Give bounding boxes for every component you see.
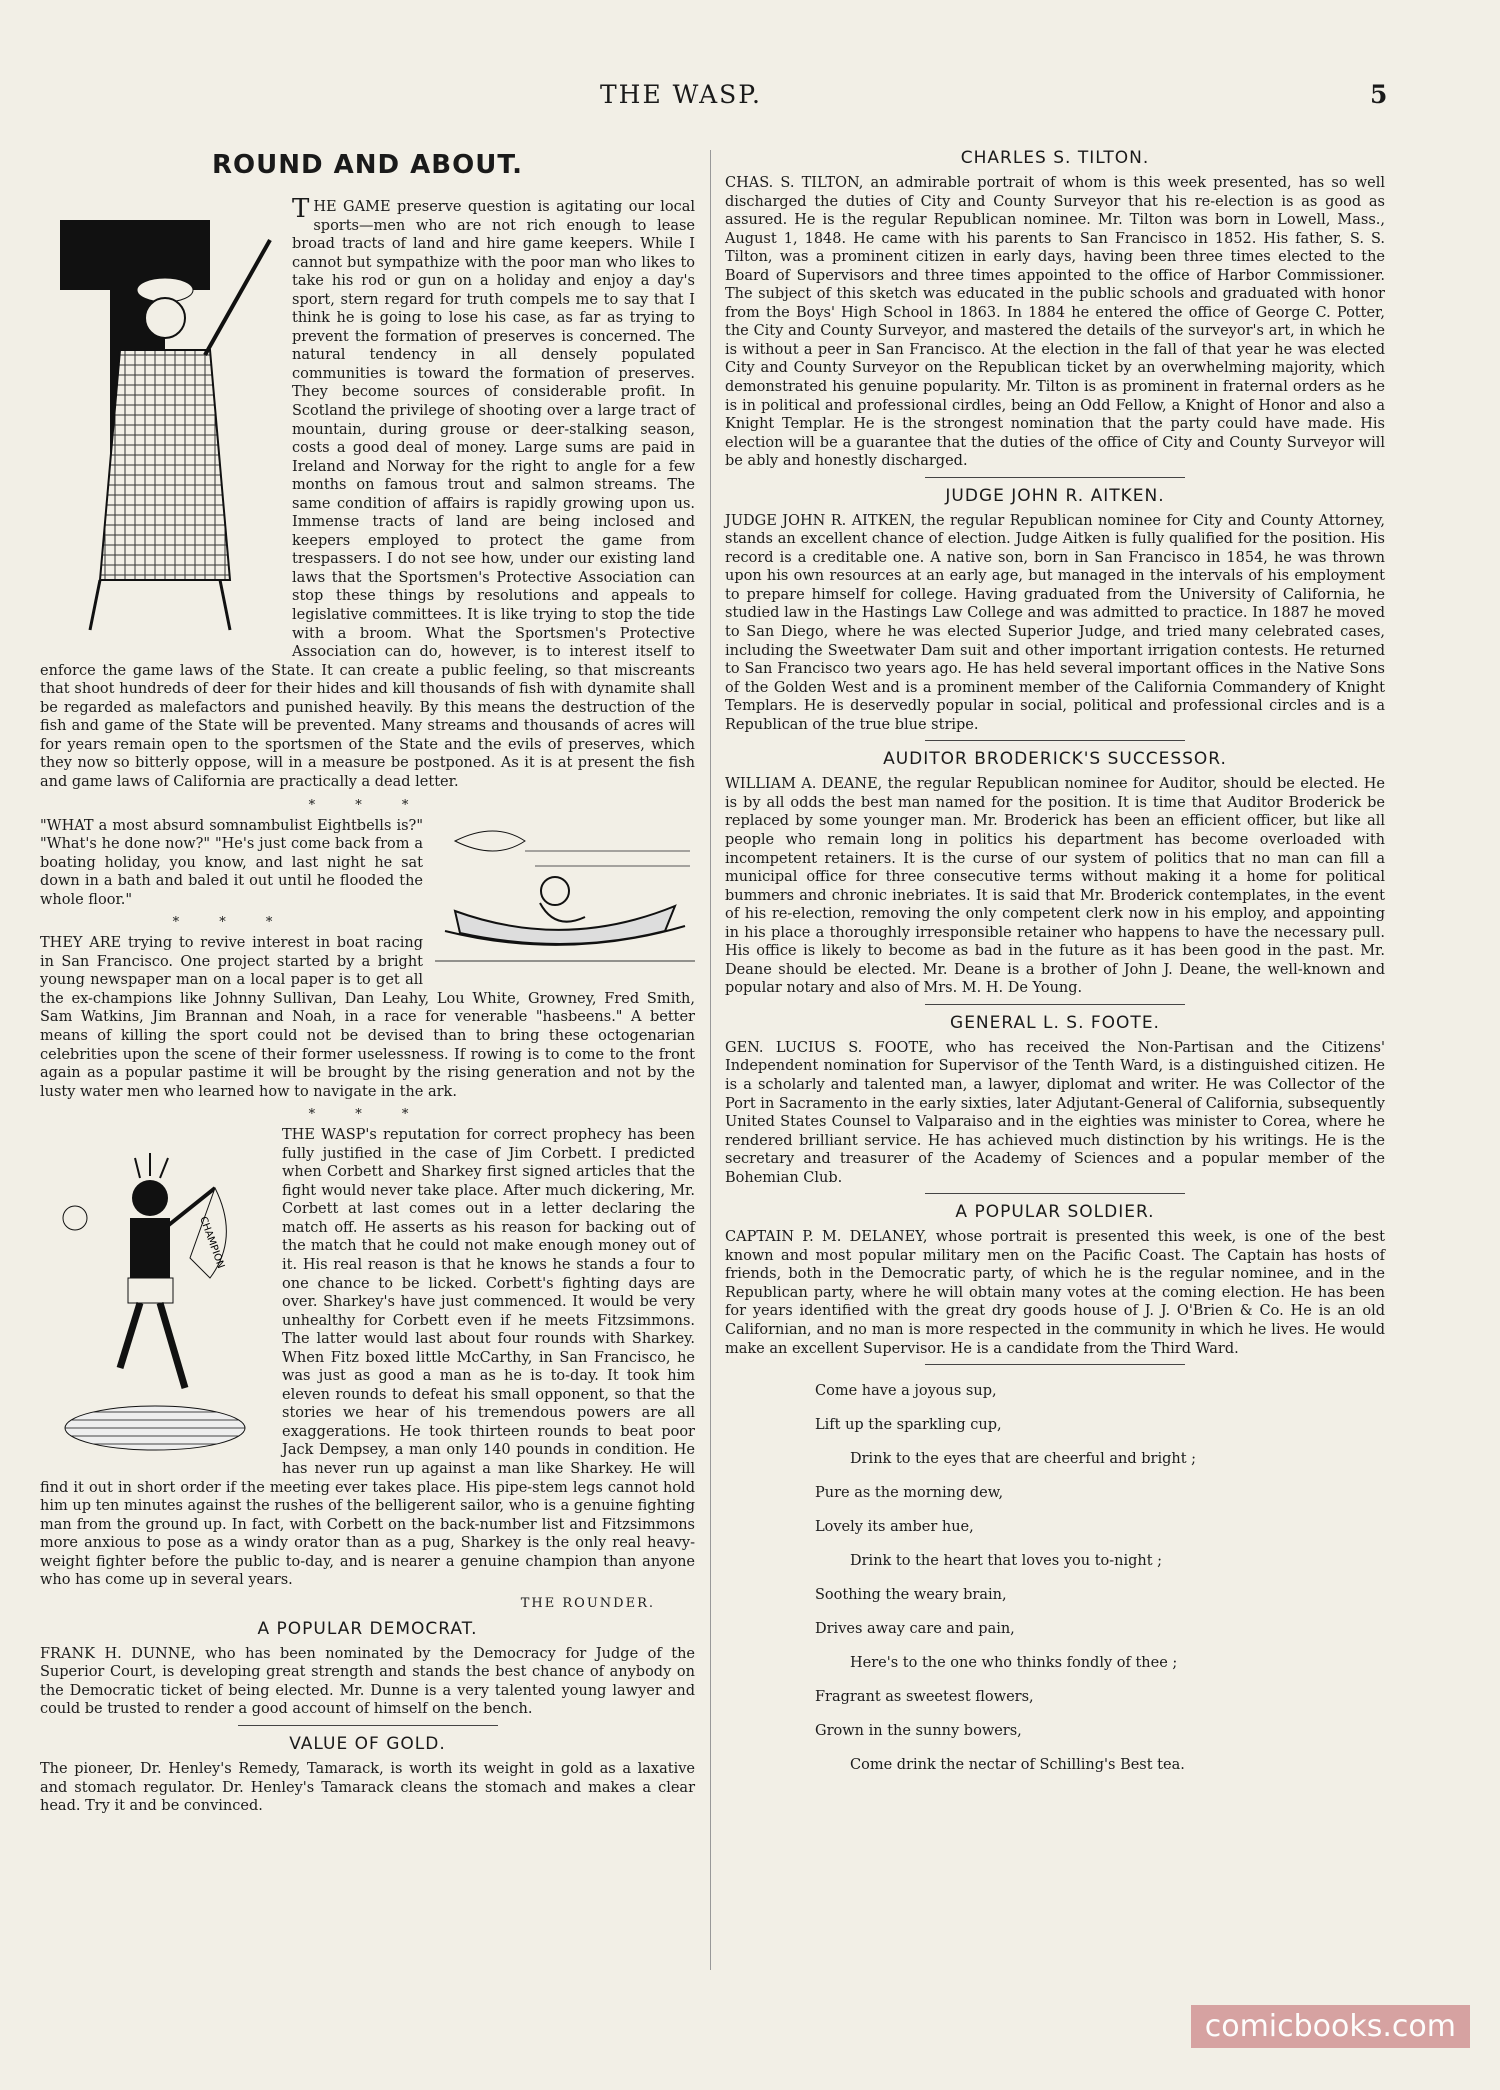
round-and-about-heading: ROUND AND ABOUT. [212,150,523,180]
popular-soldier-heading: A POPULAR SOLDIER. [955,1202,1155,1223]
game-preserve-text: HE GAME preserve question is agitating our local sports—men who are not rich enough to lease broad tracts of land and hire game keepers. While I cannot but sympathize with the poor man who likes to take his rod or gun on a holiday and enjoy a day's sport, stern regard for truth compels me to say that I think he is going to lose his case, as far as trying to prevent the formation of preserves is concerned. The natural tendency in all densely populated communities is toward the formation of preserves. They become sources of considerable profit. In Scotland the privilege of shooting over a large tract of mountain, during grouse or deer-stalking season, costs a good deal of money. Large sums are paid in Ireland and Norway for the right to angle for a few months on famous trout and salmon streams. The same condition of affairs is rapidly growing upon us. Immense tracts of land are being inclosed and keepers employed to protect the game from trespassers. I do not see how, under our existing land laws that the Sportsmen's Protective Association can stop these things by resolutions and appeals to legislative committees. It is like trying to stop the tide with a broom. What the Sportsmen's Protective Association can do, however, is to interest itself to enforce the game laws of the State. It can create a public feeling, so that miscreants that shoot hundreds of deer for their hides and kill thousands of fish with dynamite shall be regarded as malefactors and punished heavily. By this means the destruction of the fish and game of the State will be prevented. Many streams and thousands of acres will for years remain open to the sportsmen of the State and the evils of preserves, which they now so bitterly oppose, will in a measure be postponed. As it is at present the fish and game laws of California are practically a dead letter. [40,199,695,790]
column-divider [710,150,711,1970]
popular-democrat-heading: A POPULAR DEMOCRAT. [257,1618,478,1639]
divider [925,477,1185,478]
poem-line: Pure as the morning dew, [815,1485,1004,1502]
eightbells-joke: "WHAT a most absurd somnambulist Eightbells is?" "What's he done now?" "He's just come back from a boating holiday, you know, and last night he sat down in a bath and baled it out until he flooded the whole floor." [40,817,423,908]
poem-line: Drink to the eyes that are cheerful and bright ; [850,1451,1197,1468]
tilton-heading: CHARLES S. TILTON. [960,148,1150,168]
site-watermark: comicbooks.com [1191,2005,1470,2048]
poem-line: Fragrant as sweetest flowers, [815,1689,1034,1706]
section-stars-2: * * * [172,915,291,931]
champion-flag-label: CHAMPION [197,1215,227,1271]
foote-paragraph: GEN. LUCIUS S. FOOTE, who has received the Non-Partisan and the Citizens' Independent nomination for Supervisor of the Tenth Ward, is a distinguished citizen. He is a scholarly and talented man, a lawyer, diplomat and writer. He was Collector of the Port in Sacramento in the early sixties, later Adjutant-General of California, subsequently United States Counsel to Valparaiso and in the eighties was minister to Corea, where he rendered brilliant service. He has achieved much distinction by his writings. He is the secretary and treasurer of the Academy of Sciences and a popular member of the Bohemian Club. [725,1039,1385,1186]
poem-line: Grown in the sunny bowers, [815,1723,1022,1740]
hunter-illustration [40,200,280,644]
divider [925,740,1185,741]
divider [925,1193,1185,1194]
page-number: 5 [1370,80,1388,109]
value-of-gold-heading: VALUE OF GOLD. [289,1734,446,1755]
auditor-paragraph: WILLIAM A. DEANE, the regular Republican nominee for Auditor, should be elected. He is by all odds the best man named for the position. It is time that Auditor Broderick be replaced by some younger man. Mr. Broderick has been an efficient officer, but like all people who remain long in politics his department has become overloaded with incompetent retainers. It is the curse of our system of politics that no man can fill a municipal office for three consecutive terms without making it a home for political bummers and chronic inebriates. It is said that Mr. Broderick contemplates, in the event of his re-election, removing the only competent clerk now in his employ, and appointing in his place a thoroughly irresponsible retainer who happens to have the necessary pull. His office is likely to become as bad in the future as it has been good in the past. Mr. Deane should be elected. Mr. Deane is a brother of John J. Deane, the well-known and popular notary and also of Mrs. M. H. De Young. [725,776,1385,997]
divider [238,1725,498,1726]
aitken-heading: JUDGE JOHN R. AITKEN. [945,485,1165,506]
champion-illustration [40,1128,270,1462]
poem [725,1383,1385,1773]
value-of-gold-paragraph: The pioneer, Dr. Henley's Remedy, Tamarack, is worth its weight in gold as a laxative and stomach regulator. Dr. Henley's Tamarack cleans the stomach and makes a clear head. Try it and be convinced. [40,1761,695,1815]
poem-line: Come drink the nectar of Schilling's Best tea. [850,1757,1185,1774]
tilton-paragraph: CHAS. S. TILTON, an admirable portrait of whom is this week presented, has so well discharged the duties of City and County Surveyor that his re-election is as good as assured. He is the regular Republican nominee. Mr. Tilton was born in Lowell, Mass., August 1, 1848. He came with his parents to San Francisco in 1852. His father, S. S. Tilton, was a prominent citizen in early days, having been three times elected to the Board of Supervisors and three times appointed to the office of Harbor Commissioner. The subject of this sketch was educated in the public schools and graduated with honor from the Boys' High School in 1863. In 1884 he entered the office of George C. Potter, the City and County Surveyor, and mastered the details of the surveyor's art, in which he is without a peer in San Francisco. At the election in the fall of that year he was elected City and County Surveyor on the Republican ticket by an overwhelming majority, which demonstrated his genuine popularity. Mr. Tilton is as prominent in fraternal orders as he is in political and professional cirdles, being an Odd Fellow, a Knight of Honor and also a Knight Templar. He is the strongest nomination that the party could have made. His election will be a guarantee that the duties of the office of City and County Surveyor will be ably and honestly discharged. [725,175,1385,470]
popular-democrat-paragraph: FRANK H. DUNNE, who has been nominated by the Democracy for Judge of the Superior Court, is developing great strength and stands the best chance of anybody on the Democratic ticket of being elected. Mr. Dunne is a very talented young lawyer and could be trusted to render a good account of himself on the bench. [40,1645,695,1718]
divider [925,1364,1185,1365]
divider [925,1004,1185,1005]
poem-line: Come have a joyous sup, [815,1383,997,1400]
popular-soldier-paragraph: CAPTAIN P. M. DELANEY, whose portrait is presented this week, is one of the best known and most popular military men on the Pacific Coast. The Captain has hosts of friends, both in the Democratic party, of which he is the regular nominee, and in the Republican party, where he will obtain many votes at the coming election. He has been for years identified with the great dry goods house of J. J. O'Brien & Co. He is an old Californian, and no man is more respected in the community in which he lives. He would make an excellent Supervisor. He is a candidate from the Third Ward. [725,1229,1385,1357]
poem-line: Drives away care and pain, [815,1621,1015,1638]
poem-line: Lift up the sparkling cup, [815,1417,1002,1434]
auditor-heading: AUDITOR BRODERICK'S SUCCESSOR. [883,749,1227,770]
poem-line: Soothing the weary brain, [815,1587,1007,1604]
signature-rounder: THE ROUNDER. [520,1595,655,1611]
publication-title: THE WASP. [600,80,763,109]
section-stars-1: * * * [308,797,427,813]
boat-racing-paragraph: THEY ARE trying to revive interest in boat racing in San Francisco. One project started by a bright young newspaper man on a local paper is to get all the ex-champions like Johnny Sullivan, Dan Leahy, Lou White, Growney, Fred Smith, Sam Watkins, Jim Brannan and Noah, in a race for venerable "hasbeens." A better means of killing the sport could not be devised than to bring these octogenarian celebrities upon the scene of their former uselessness. If rowing is to come to the front again as a popular pastime it will be brought by the rising generation and not by the lusty water men who learned how to navigate in the ark. [40,935,695,1100]
poem-line: Here's to the one who thinks fondly of thee ; [850,1655,1178,1672]
foote-heading: GENERAL L. S. FOOTE. [950,1012,1160,1033]
left-column [40,140,695,1822]
right-column [725,140,1385,1791]
dropcap-t: T [292,194,310,224]
section-stars-3: * * * [308,1107,427,1123]
aitken-paragraph: JUDGE JOHN R. AITKEN, the regular Republican nominee for City and County Attorney, stands an excellent chance of election. Judge Aitken is fully qualified for the position. His record is a creditable one. A native son, born in San Francisco in 1854, he was thrown upon his own resources at an early age, but managed in the intervals of his employment to prepare himself for college. Having graduated from the University of California, he studied law in the Hastings Law College and was admitted to practice. In 1887 he moved to San Diego, where he was elected Superior Judge, and tried many celebrated cases, including the Sweetwater Dam suit and other important irrigation contests. He returned to San Francisco two years ago. He has held several important offices in the Native Sons of the Golden West and is a prominent member of the California Commandery of Knight Templars. He is deservedly popular in social, political and professional circles and is a Republican of the true blue stripe. [725,512,1385,733]
masthead [0,80,1500,120]
poem-line: Drink to the heart that loves you to-night ; [850,1553,1163,1570]
boat-illustration [435,821,695,975]
poem-line: Lovely its amber hue, [815,1519,974,1536]
corbett-paragraph: THE WASP's reputation for correct prophecy has been fully justified in the case of Jim Corbett. I predicted when Corbett and Sharkey first signed articles that the fight would never take place. After much dickering, Mr. Corbett at last comes out in a letter declaring the match off. He asserts as his reason for backing out of the match that he could not make enough money out of it. His real reason is that he knows he stands a four to one chance to be licked. Corbett's fighting days are over. Sharkey's have just commenced. It would be very unhealthy for Corbett even if he meets Fitzsimmons. The latter would last about four rounds with Sharkey. When Fitz boxed little McCarthy, in San Francisco, he was just as good a man as he is to-day. It took him eleven rounds to defeat his small opponent, so that the stories we hear of his tremendous powers are all exaggerations. He took thirteen rounds to beat poor Jack Dempsey, a man only 140 pounds in condition. He has never run up against a man like Sharkey. He will find it out in short order if the meeting ever takes place. His pipe-stem legs cannot hold him up ten minutes against the rushes of the belligerent sailor, who is a genuine fighting man from the ground up. In fact, with Corbett on the back-number list and Fitzsimmons more anxious to pose as a windy orator than as a pug, Sharkey is the only real heavy-weight fighter before the public to-day, and is nearer a genuine champion than anyone who has come up in several years. [40,1127,695,1589]
